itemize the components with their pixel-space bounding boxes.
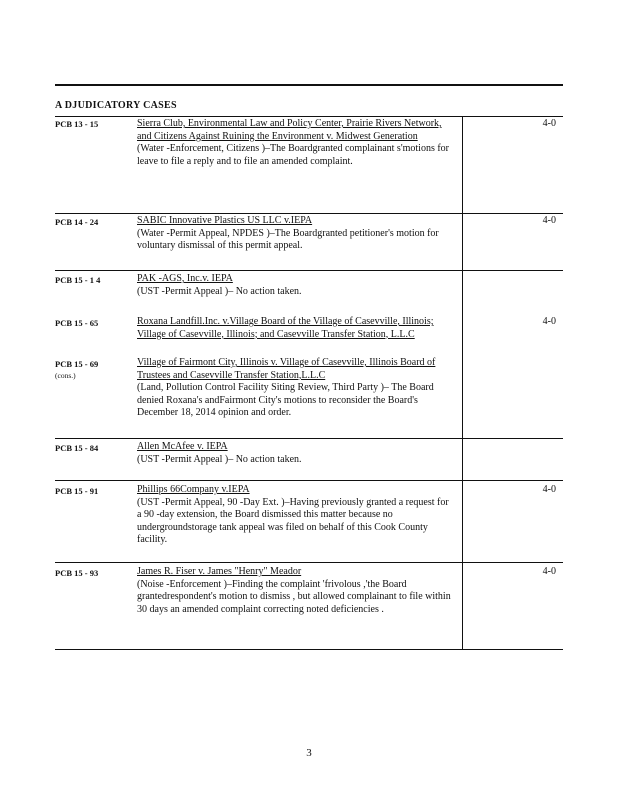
case-description: (Water -Permit Appeal, NPDES )–The Boardgranted petitioner's motion for voluntary dismissal of this permit appeal. bbox=[137, 227, 439, 252]
case-entry bbox=[137, 215, 452, 253]
case-title: James R. Fiser v. James "Henry" Meador bbox=[137, 566, 302, 577]
case-title: PAK -AGS, Inc.v. IEPA bbox=[137, 273, 233, 284]
vote-count: 4-0 bbox=[542, 118, 556, 129]
case-entry bbox=[137, 484, 452, 547]
consolidated-note: (cons.) bbox=[55, 371, 76, 380]
vote-count: 4-0 bbox=[542, 316, 556, 327]
case-number: PCB 15 - 1 4 bbox=[55, 275, 101, 285]
row-separator bbox=[55, 562, 563, 563]
section-title: A DJUDICATORY CASES bbox=[55, 100, 177, 111]
case-entry bbox=[137, 316, 452, 341]
row-separator bbox=[55, 649, 563, 650]
case-number: PCB 15 - 93 bbox=[55, 568, 99, 578]
row-separator bbox=[55, 438, 563, 439]
row-separator bbox=[55, 116, 563, 117]
cases-table bbox=[55, 116, 563, 649]
vote-count: 4-0 bbox=[542, 484, 556, 495]
case-entry bbox=[137, 441, 452, 466]
case-entry bbox=[137, 118, 452, 168]
case-number: PCB 14 - 24 bbox=[55, 217, 99, 227]
row-separator bbox=[55, 213, 563, 214]
case-title: Roxana Landfill.Inc. v.Village Board of the Village of Casevville, Illinois; Village of Casevville, Illinois; and Casevville Transfer Station, L.L.C bbox=[137, 316, 434, 340]
case-description: (Land, Pollution Control Facility Siting Review, Third Party )– The Board denied Roxana's andFairmont City's motions to reconsider the Board's December 18, 2014 opinion and order. bbox=[137, 382, 434, 419]
page-number: 3 bbox=[306, 747, 312, 759]
case-description: (UST -Permit Appeal )– No action taken. bbox=[137, 453, 302, 465]
row-separator bbox=[55, 270, 563, 271]
row-separator bbox=[55, 480, 563, 481]
case-number: PCB 15 - 91 bbox=[55, 486, 99, 496]
case-description: (UST -Permit Appeal, 90 -Day Ext. )–Having previously granted a request for a 90 -day extension, the Board dismissed this matter because no undergroundstorage tank appeal was filed on behalf of this Cook County facility. bbox=[137, 496, 449, 546]
case-title: SABIC Innovative Plastics US LLC v.IEPA bbox=[137, 215, 313, 226]
case-entry bbox=[137, 566, 452, 616]
case-number: PCB 15 - 84 bbox=[55, 443, 99, 453]
case-title: Allen McAfee v. IEPA bbox=[137, 441, 228, 452]
case-entry bbox=[137, 273, 452, 298]
top-rule bbox=[55, 84, 563, 86]
case-title: Sierra Club, Environmental Law and Policy Center, Prairie Rivers Network, and Citizens Against Ruining the Environment v. Midwest Generation bbox=[137, 118, 442, 142]
case-number: PCB 13 - 15 bbox=[55, 119, 99, 129]
case-number: PCB 15 - 65 bbox=[55, 318, 99, 328]
case-description: (Water -Enforcement, Citizens )–The Boardgranted complainant s'motions for leave to file a reply and to file an amended complaint. bbox=[137, 143, 450, 167]
case-entry bbox=[137, 357, 452, 420]
case-description: (Noise -Enforcement )–Finding the complaint 'frivolous ,'the Board grantedrespondent's motion to dismiss , but allowed complainant to file within 30 days an amended complaint correcting noted deficiencies . bbox=[137, 578, 451, 615]
case-title: Phillips 66Company v.IEPA bbox=[137, 484, 250, 495]
case-number: PCB 15 - 69 bbox=[55, 359, 99, 369]
case-title: Village of Fairmont City, Illinois v. Village of Casevville, Illinois Board of Trustees and Casevville Transfer Station,L.L.C bbox=[137, 357, 436, 381]
vote-count: 4-0 bbox=[542, 215, 556, 226]
case-description: (UST -Permit Appeal )– No action taken. bbox=[137, 285, 302, 297]
vote-count: 4-0 bbox=[542, 566, 556, 577]
